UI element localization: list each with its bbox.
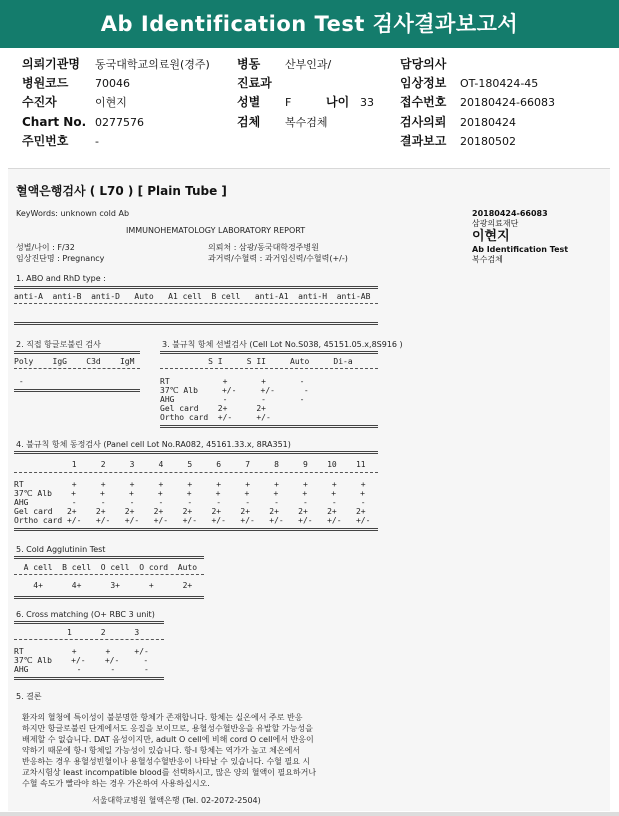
stamp-receipt: 20180424-66083 xyxy=(472,209,548,218)
dept-label: 진료과 xyxy=(237,76,272,90)
stamp-name: 이현지 xyxy=(472,229,510,244)
s3-row: 37℃ Alb +/- +/- - xyxy=(160,386,309,395)
history: 과거력/수혈력 : 과거임신력/수혈력(+/-) xyxy=(208,254,348,263)
conclusion-line: 배제할 수 없습니다. DAT 음성이지만, adult O cell에 비해 cord O cell에서 반응이 xyxy=(22,735,314,744)
s6-header: 1 2 3 xyxy=(14,628,140,637)
s2-title: 2. 직접 항글로불린 검사 xyxy=(16,340,101,349)
s3-row: RT + + - xyxy=(160,377,305,386)
report-date-value: 20180502 xyxy=(460,135,516,148)
keywords: KeyWords: unknown cold Ab xyxy=(16,209,130,218)
stamp-test: Ab Identification Test xyxy=(472,245,569,254)
s3-row: AHG - - - xyxy=(160,395,305,404)
paper-heading: 혈액은행검사 ( L70 ) [ Plain Tube ] xyxy=(16,184,227,198)
institution-value: 동국대학교의료원(경주) xyxy=(95,58,210,71)
s2-header: Poly IgG C3d IgM xyxy=(14,357,135,366)
stamp-specimen: 복수검체 xyxy=(472,255,503,264)
request-date-value: 20180424 xyxy=(460,116,516,129)
institution-label: 의뢰기관명 xyxy=(22,57,80,71)
s1-title: 1. ABO and RhD type : xyxy=(16,274,106,283)
ward-value: 산부인과/ xyxy=(285,58,332,71)
divider xyxy=(160,425,378,428)
s4-row: 37℃ Alb + + + + + + + + + + + xyxy=(14,489,365,498)
divider xyxy=(14,351,140,354)
conclusion-line: 하지만 항글로불린 단계에서도 응집을 보이므로, 용혈성수혈반응을 유발할 가능성을 xyxy=(22,724,313,733)
divider xyxy=(14,556,204,559)
divider xyxy=(14,574,204,575)
s6-row: 37℃ Alb +/- +/- - xyxy=(14,656,149,665)
s5-title: 5. Cold Agglutinin Test xyxy=(16,545,106,554)
test-label: 검체 xyxy=(237,115,261,129)
divider xyxy=(14,677,164,680)
clinical-no-label: 임상정보 xyxy=(400,76,447,90)
s2-value: - xyxy=(14,377,24,386)
conclusion-line: 교차시험상 least incompatible blood를 선택하시고, 많은 양의 혈액이 필요하거나 xyxy=(22,768,317,777)
divider xyxy=(160,351,378,354)
s3-title: 3. 불규칙 항체 선별검사 (Cell Lot No.S038, 45151.05.x,8S916 ) xyxy=(162,340,403,349)
s6-row: RT + + +/- xyxy=(14,647,149,656)
footer-lab-contact: 서울대학교병원 혈액은행 (Tel. 02-2072-2504) xyxy=(92,796,261,805)
divider xyxy=(14,303,378,304)
receipt-no-value: 20180424-66083 xyxy=(460,96,555,109)
divider xyxy=(14,621,164,624)
s4-title: 4. 불규칙 항체 동정검사 (Panel cell Lot No.RA082, 45161.33.x, 8RA351) xyxy=(16,440,291,449)
divider xyxy=(14,451,378,454)
divider xyxy=(14,639,164,640)
specimen-label-stamp xyxy=(472,209,568,265)
report-date-label: 결과보고 xyxy=(400,134,447,148)
lab-title: IMMUNOHEMATOLOGY LABORATORY REPORT xyxy=(126,226,306,235)
sex-label: 성별 xyxy=(237,95,261,109)
divider xyxy=(14,528,378,531)
chart-no-value: 0277576 xyxy=(95,116,144,129)
divider xyxy=(160,368,378,369)
chart-no-label: Chart No. xyxy=(22,115,87,129)
hospital-code-label: 병원코드 xyxy=(22,76,69,90)
examinee-label: 수진자 xyxy=(22,95,57,109)
s5-values: 4+ 4+ 3+ + 2+ xyxy=(14,581,193,590)
conclusion-line: 수혈 속도가 빨라야 하는 경우 가온하여 사용하십시오. xyxy=(22,779,210,788)
sex-value: F xyxy=(285,96,292,109)
conclusion-line: 반응하는 경우 용혈성빈혈이나 용혈성수혈반응이 나타날 수 있습니다. 수혈 필요 시 xyxy=(22,757,311,766)
age-value: 33 xyxy=(360,96,374,109)
page-bottom-edge xyxy=(0,812,619,816)
s4-row: Ortho card +/- +/- +/- +/- +/- +/- +/- +/- +/- +/- +/- xyxy=(14,516,371,525)
divider xyxy=(14,286,378,289)
s3-header: S I S II Auto Di-a xyxy=(160,357,353,366)
test-value: 복수검체 xyxy=(285,116,328,129)
diagnosis: 임상진단명 : Pregnancy xyxy=(16,254,105,263)
s4-row: AHG - - - - - - - - - - - xyxy=(14,498,366,507)
s4-header: 1 2 3 4 5 6 7 8 9 10 11 xyxy=(14,460,366,469)
hospital-code-value: 70046 xyxy=(95,77,130,90)
divider xyxy=(14,389,140,392)
s6-title: 6. Cross matching (O+ RBC 3 unit) xyxy=(16,610,155,619)
doctor-label: 담당의사 xyxy=(400,57,447,71)
divider xyxy=(14,596,204,599)
conclusion-line: 환자의 혈청에 특이성이 불분명한 항체가 존재합니다. 항체는 실온에서 주로 반응 xyxy=(22,713,303,722)
stamp-lab: 삼광의료재단 xyxy=(472,219,519,228)
receipt-no-label: 접수번호 xyxy=(400,95,447,109)
s4-row: Gel card 2+ 2+ 2+ 2+ 2+ 2+ 2+ 2+ 2+ 2+ 2+ xyxy=(14,507,366,516)
s4-row: RT + + + + + + + + + + + xyxy=(14,480,366,489)
request-date-label: 검사의뢰 xyxy=(400,115,447,129)
clinical-no-value: OT-180424-45 xyxy=(460,77,539,90)
sex-age: 성별/나이 : F/32 xyxy=(16,243,75,252)
s1-header: anti-A anti-B anti-D Auto A1 cell B cell anti-A1 anti-H anti-AB xyxy=(14,292,371,301)
divider xyxy=(14,472,378,473)
id-label: 주민번호 xyxy=(22,134,69,148)
s3-row: Gel card 2+ 2+ xyxy=(160,404,266,413)
s7-title: 5. 결론 xyxy=(16,692,42,701)
age-label: 나이 xyxy=(326,95,350,109)
conclusion-line: 약하기 때문에 항-I 항체일 가능성이 있습니다. 항-I 항체는 역가가 높고 체온에서 xyxy=(22,746,301,755)
ward-label: 병동 xyxy=(237,57,261,71)
s6-row: AHG - - - xyxy=(14,665,149,674)
s3-row: Ortho card +/- +/- xyxy=(160,413,271,422)
s5-header: A cell B cell O cell O cord Auto xyxy=(14,563,198,572)
divider xyxy=(14,368,140,369)
requester: 의뢰처 : 삼광/동국대학경주병원 xyxy=(208,243,319,252)
report-title: Ab Identification Test 검사결과보고서 xyxy=(100,12,519,36)
examinee-value: 이현지 xyxy=(95,96,127,109)
divider xyxy=(14,322,378,325)
id-value: - xyxy=(95,135,99,148)
